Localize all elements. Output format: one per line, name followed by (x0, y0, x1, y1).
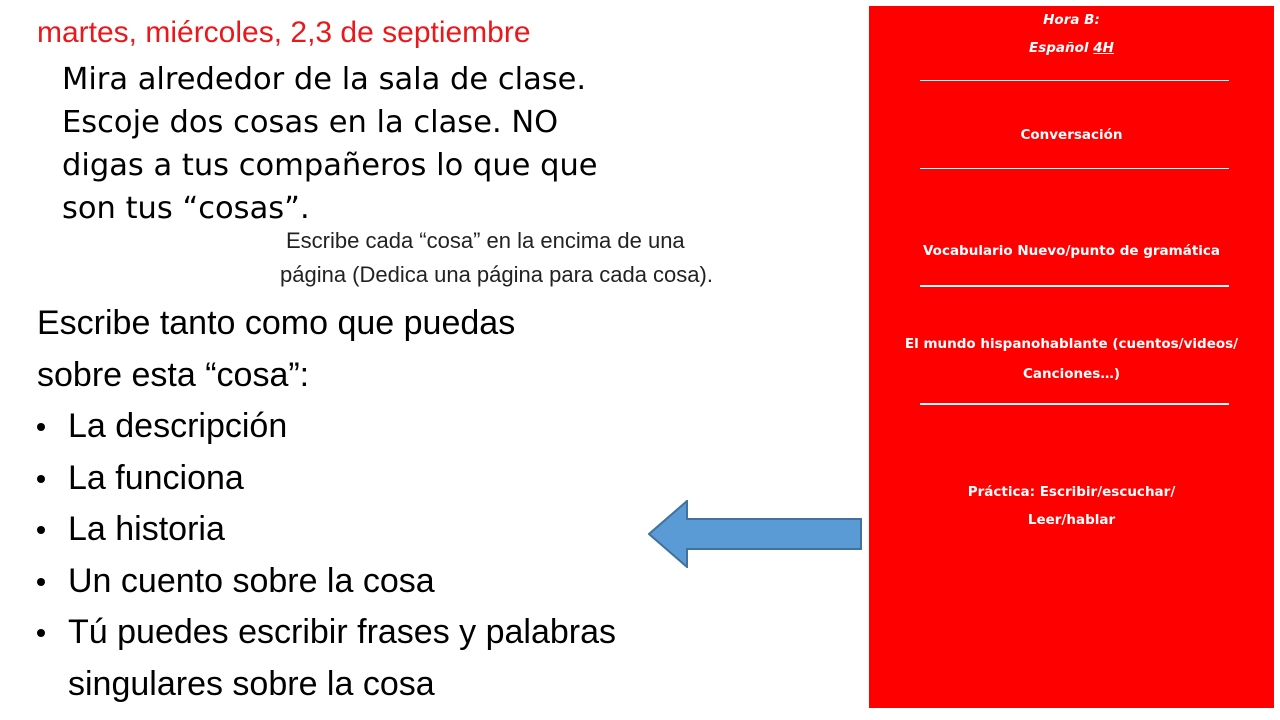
instructions-block (62, 58, 682, 230)
bullet-list (37, 401, 737, 710)
main-heading-line: Escribe tanto como que puedas (37, 304, 516, 342)
panel-divider (920, 168, 1229, 169)
panel-section-mundo-cont: Canciones…) (1022, 366, 1120, 382)
bullet-icon (37, 526, 45, 534)
panel-section-practica-cont: Leer/hablar (1027, 512, 1116, 528)
main-heading-line: sobre esta “cosa”: (37, 355, 310, 394)
panel-section-vocabulario: Vocabulario Nuevo/punto de gramática (922, 243, 1221, 259)
panel-class-code: 4H (1093, 40, 1114, 56)
panel-class: Español 4H (1029, 40, 1114, 56)
slide-date: martes, miércoles, 2,3 de septiembre (37, 16, 531, 49)
bullet-line: singulares sobre la cosa (68, 664, 435, 703)
bullet-item (37, 607, 737, 710)
panel-hora: Hora B: (1043, 12, 1100, 28)
subnote-line: página (Dedica una página para cada cosa). (280, 262, 713, 287)
instruction-line: Mira alrededor de la sala de clase. (62, 62, 587, 97)
bullet-item: La funciona (37, 453, 737, 505)
subnote-block (280, 224, 850, 292)
agenda-panel (869, 6, 1274, 708)
bullet-item: La descripción (37, 401, 737, 453)
bullet-icon (37, 423, 45, 431)
bullet-item: Un cuento sobre la cosa (37, 556, 737, 608)
bullet-icon (37, 475, 45, 483)
bullet-item: La historia (37, 504, 737, 556)
instruction-line: Escoje dos cosas en la clase. NO (62, 105, 559, 140)
bullet-line: Tú puedes escribir frases y palabras (68, 613, 617, 651)
panel-section-conversacion: Conversación (1020, 127, 1123, 143)
panel-section-practica: Práctica: Escribir/escuchar/ (967, 484, 1176, 500)
panel-divider (920, 403, 1229, 405)
bullet-icon (37, 629, 45, 637)
subnote-line: Escribe cada “cosa” en la encima de una (286, 228, 685, 253)
instruction-line: son tus “cosas”. (62, 191, 310, 226)
bullet-icon (37, 578, 45, 586)
instruction-line: digas a tus compañeros lo que que (62, 148, 598, 183)
main-content (37, 298, 737, 710)
panel-section-mundo: El mundo hispanohablante (cuentos/videos/ (904, 336, 1239, 352)
left-arrow-icon (648, 500, 862, 568)
panel-divider (920, 285, 1229, 287)
panel-divider (920, 80, 1229, 81)
